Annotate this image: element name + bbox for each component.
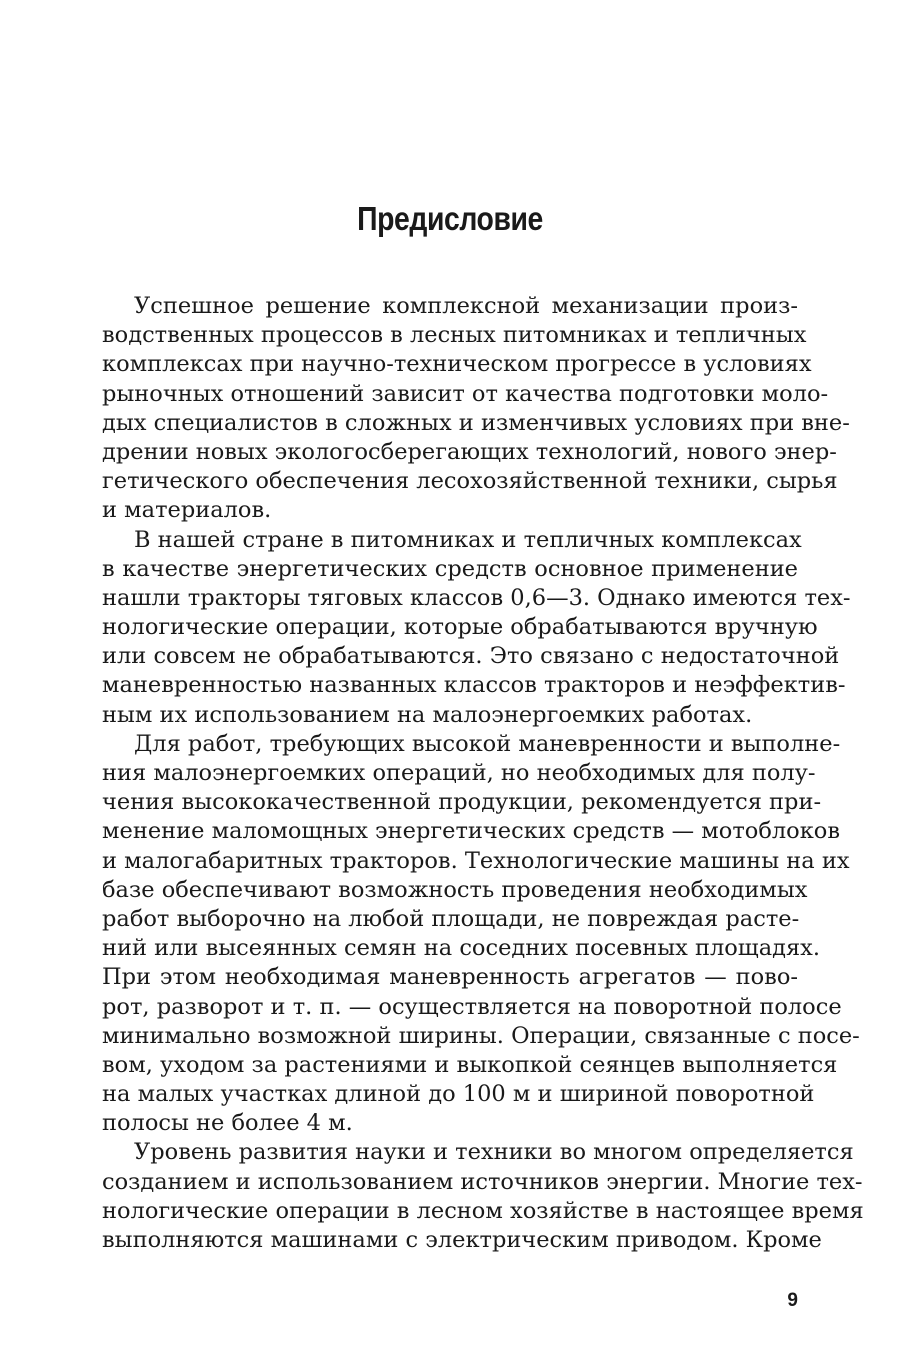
text-line: нологические операции, которые обрабатываются вручную — [102, 614, 818, 641]
text-line: выполняются машинами с электрическим приводом. Кроме — [102, 1227, 822, 1253]
text-line: ния малоэнергоемких операций, но необходимых для полу- — [102, 760, 816, 786]
text-line: менение маломощных энергетических средств — мотоблоков — [102, 818, 841, 845]
paragraph-4 — [102, 1138, 864, 1255]
text-line: на малых участках длиной до 100 м и шириной поворотной — [102, 1081, 815, 1108]
text-line: дрении новых экологосберегающих технологий, нового энер- — [102, 438, 837, 465]
body-text — [102, 292, 864, 1255]
text-line: дых специалистов в сложных и изменчивых условиях при вне- — [102, 409, 850, 436]
text-line: Успешное решение комплексной механизации произ- — [134, 293, 798, 319]
text-line: в качестве энергетических средств основное применение — [102, 555, 798, 582]
paragraph-3 — [102, 730, 860, 1139]
page-title: Предисловие — [357, 200, 543, 237]
text-line: полосы не более 4 м. — [102, 1110, 353, 1137]
text-line: ным их использованием на малоэнергоемких работах. — [102, 701, 753, 728]
text-line: гетического обеспечения лесохозяйственной техники, сырья — [102, 468, 838, 495]
text-line: чения высококачественной продукции, рекомендуется при- — [102, 789, 822, 816]
text-line: созданием и использованием источников энергии. Многие тех- — [102, 1168, 863, 1195]
text-line: Для работ, требующих высокой маневренности и выполне- — [134, 730, 841, 757]
text-line: базе обеспечивают возможность проведения необходимых — [102, 876, 808, 903]
text-line: вом, уходом за растениями и выкопкой сеянцев выполняется — [102, 1051, 838, 1078]
paragraph-1 — [102, 292, 850, 526]
text-line: В нашей стране в питомниках и тепличных комплексах — [134, 526, 802, 553]
text-line: Уровень развития науки и техники во многом определяется — [134, 1139, 854, 1166]
text-line: минимально возможной ширины. Операции, связанные с посе- — [102, 1022, 860, 1049]
text-line: рыночных отношений зависит от качества подготовки моло- — [102, 380, 829, 407]
page-number: 9 — [787, 1290, 798, 1311]
text-line: нашли тракторы тяговых классов 0,6—3. Однако имеются тех- — [102, 584, 851, 611]
text-line: и малогабаритных тракторов. Технологические машины на их — [102, 847, 850, 874]
text-line: нологические операции в лесном хозяйстве в настоящее время — [102, 1197, 864, 1224]
text-line: комплексах при научно-техническом прогрессе в условиях — [102, 351, 812, 378]
text-line: При этом необходимая маневренность агрегатов — пово- — [102, 964, 798, 991]
text-line: или совсем не обрабатываются. Это связано с недостаточной — [102, 643, 840, 670]
text-line: и материалов. — [102, 497, 272, 524]
text-line: рот, разворот и т. п. — осуществляется на поворотной полосе — [102, 993, 842, 1020]
paragraph-2 — [102, 526, 851, 730]
text-line: водственных процессов в лесных питомниках и тепличных — [102, 322, 807, 349]
text-line: ний или высеянных семян на соседних посевных площадях. — [102, 935, 821, 962]
text-line: маневренностью названных классов тракторов и неэффектив- — [102, 672, 846, 699]
text-line: работ выборочно на любой площади, не повреждая расте- — [102, 905, 800, 932]
